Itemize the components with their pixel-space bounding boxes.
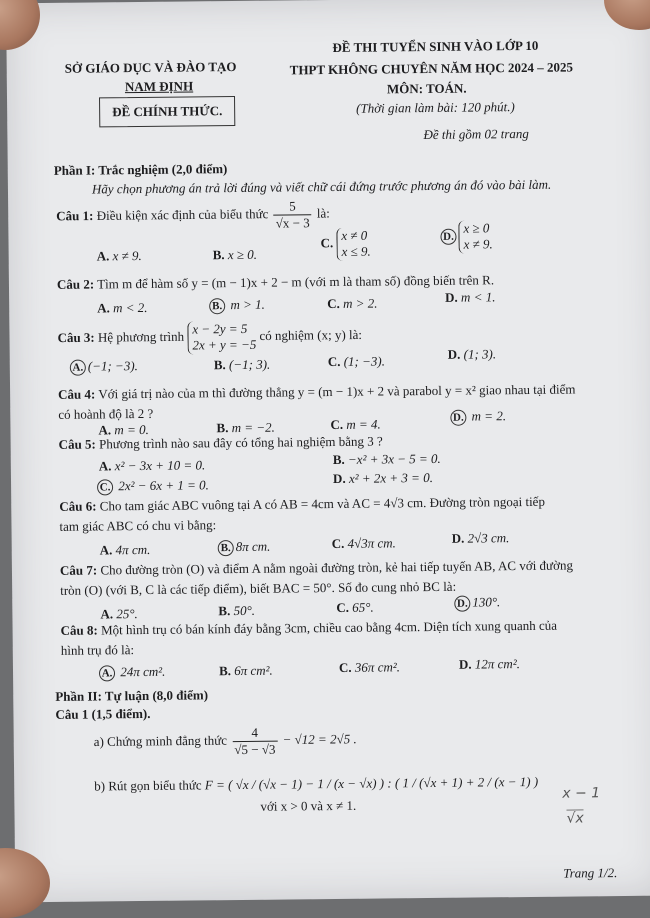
q8-option-b: B. 6π cm². [218,662,273,679]
selected-answer-circle: B. [209,298,225,314]
q1-option-c: C. x ≠ 0 x ≤ 9. [320,227,371,260]
q3-option-b: B. (−1; 3). [213,356,271,373]
q6-option-d: D. 2√3 cm. [451,530,510,546]
q5-option-a: A. x² − 3x + 10 = 0. [98,457,206,474]
education-department: SỞ GIÁO DỤC VÀ ĐÀO TẠO [64,58,237,76]
q4-option-c: C. m = 4. [330,416,381,433]
selected-answer-circle: D. [454,596,470,612]
q6-option-a: A. 4π cm. [99,541,151,558]
selected-answer-circle: D. [440,229,456,245]
question-7-cont: tròn (O) (với B, C là các tiếp điểm), biết BAC = 50°. Số đo cung nhỏ BC là: [60,578,457,598]
part2-b-expression: F = ( √x / (√x − 1) − 1 / (x − √x) ) : ( 1 / (√x + 1) + 2 / (x − 1) ) [204,773,539,793]
exam-paper [6,0,650,902]
part1-title: Phần I: Trắc nghiệm (2,0 điểm) [53,161,228,178]
part2-question-1: Câu 1 (1,5 điểm). [55,705,151,722]
q1-option-d: D.x ≥ 0 x ≠ 9. [440,220,492,253]
selected-answer-circle: A. [99,665,115,681]
q1-option-a: A. x ≠ 9. [96,247,142,264]
selected-answer-circle: D. [450,410,466,426]
q7-option-a: A. 25°. [100,606,138,622]
part2-title: Phần II: Tự luận (8,0 điểm) [55,687,209,704]
q5-option-c: C. 2x² − 6x + 1 = 0. [97,477,209,495]
question-4-cont: có hoành độ là 2 ? [58,405,154,422]
question-8: Câu 8: Một hình trụ có bán kính đáy bằng 3cm, chiều cao bằng 4cm. Diện tích xung quanh của [60,617,558,638]
exam-time: (Thời gian làm bài: 120 phút.) [356,99,515,116]
question-8-cont: hình trụ đó là: [60,642,135,658]
q2-option-a: A. m < 2. [97,299,148,316]
selected-answer-circle: B. [218,540,234,556]
page-number: Trang 1/2. [563,865,618,881]
exam-year: THPT KHÔNG CHUYÊN NĂM HỌC 2024 – 2025 [289,59,574,78]
q8-option-c: C. 36π cm². [338,659,401,675]
q3-option-c: C. (1; −3). [327,353,386,370]
question-3: Câu 3: Hệ phương trình x − 2y = 5 2x + y = −5 có nghiệm (x; y) là: [57,320,363,353]
q3-option-a: A. (−1; −3). [70,358,138,376]
q8-option-a: A. 24π cm². [99,664,166,682]
exam-title: ĐỀ THI TUYỂN SINH VÀO LỚP 10 [332,37,539,55]
q6-option-c: C. 4√3π cm. [331,535,396,552]
official-stamp: ĐỀ CHÍNH THỨC. [99,96,235,127]
q1-option-b: B. x ≥ 0. [212,246,258,263]
handwritten-note-top: x − 1 [562,785,601,802]
part1-instruction: Hãy chọn phương án trả lời đúng và viết chữ cái đứng trước phương án đó vào bài làm. [91,176,552,197]
part2-b-condition: với x > 0 và x ≠ 1. [260,797,357,814]
q2-option-d: D. m < 1. [445,289,496,305]
q7-option-c: C. 65°. [336,599,374,615]
exam-subject: MÔN: TOÁN. [386,80,467,97]
q8-option-d: D. 12π cm². [458,656,521,672]
handwritten-note-bottom: √x [566,810,584,827]
part2-item-a: a) Chứng minh đẳng thức $\frac{4}{√5 - √3}$ − √12 = 2√5 . [93,724,357,758]
q1-fraction: $\frac{5}{√x - 3}$ [273,198,311,231]
q7-option-d: D. 130°. [454,594,500,611]
q4-option-b: B. m = −2. [216,419,275,436]
selected-answer-circle: A. [70,360,86,376]
province-name: NAM ĐỊNH [124,78,194,95]
q3-option-d: D. (1; 3). [447,346,497,362]
q1-text: Điều kiện xác định của biểu thức [96,206,269,223]
question-2: Câu 2: Tìm m để hàm số y = (m − 1)x + 2 − m (với m là tham số) đồng biến trên R. [56,272,495,292]
part2-a-fraction: $\frac{4}{√5 - √3}$ [232,725,277,758]
q2-option-c: C. m > 2. [327,295,378,312]
question-6-cont: tam giác ABC có chu vi bằng: [59,517,217,534]
question-4: Câu 4: Với giá trị nào của m thì đường thẳng y = (m − 1)x + 2 và parabol y = x² giao nhau tại điểm [58,381,576,402]
question-7: Câu 7: Cho đường tròn (O) và điểm A nằm ngoài đường tròn, kẻ hai tiếp tuyến AB, AC với đường [59,557,574,578]
question-1: Câu 1: Điều kiện xác định của biểu thức $\frac{5}{√x - 3}$ là: [56,198,330,231]
selected-answer-circle: C. [97,479,113,495]
question-5: Câu 5: Phương trình nào sau đây có tổng hai nghiệm bằng 3 ? [58,433,383,452]
q5-option-b: B. −x² + 3x − 5 = 0. [332,450,441,468]
q4-option-d: D. m = 2. [450,408,506,426]
q2-option-b: B. m > 1. [209,297,265,315]
q7-option-b: B. 50°. [218,602,256,619]
question-6: Câu 6: Cho tam giác ABC vuông tại A có AB = 4cm và AC = 4√3 cm. Đường tròn ngoại tiếp [59,493,545,514]
q6-option-b: B. 8π cm. [218,539,271,557]
q5-option-d: D. x² + 2x + 3 = 0. [332,469,433,487]
q4-option-a: A. m = 0. [98,421,149,438]
part2-item-b: b) Rút gọn biểu thức F = ( √x / (√x − 1) − 1 / (x − √x) ) : ( 1 / (√x + 1) + 2 / (x − 1) ) [94,773,539,794]
q1-label: Câu 1: [56,207,94,224]
page-count: Đề thi gồm 02 trang [423,125,529,143]
